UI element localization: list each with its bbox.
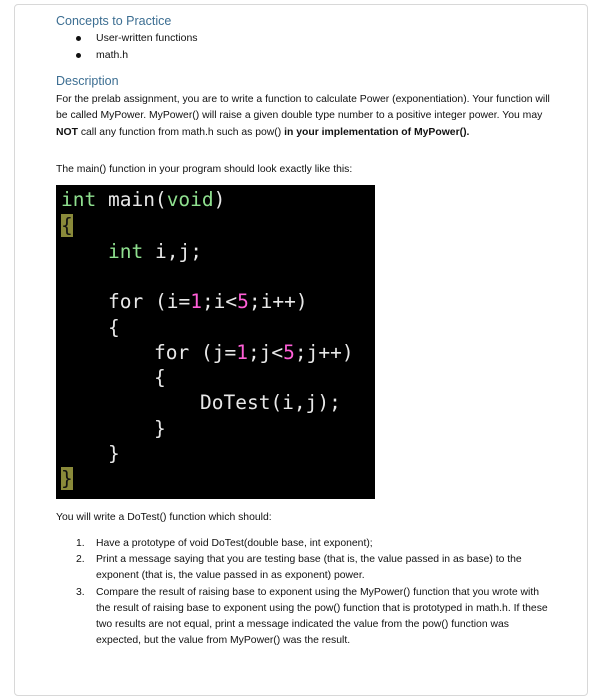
code-brace: } [108,442,120,465]
code-block [56,185,375,499]
task-item: 1. Have a prototype of void DoTest(double base, int exponent); [76,538,373,549]
concept-item: math.h [56,47,198,64]
code-brace: } [154,417,166,440]
code-brace: { [154,366,166,389]
code-open-brace: { [61,214,73,237]
code-line-for-outer: for (i=1;i<5;i++) [108,290,308,313]
description-paragraph: For the prelab assignment, you are to write a function to calculate Power (exponentiation). Your function will be called MyPower. MyPower() will raise a given double type number to a positive integer power. You may NOT call any function from math.h such as pow() in your implementation of MyPower(). [56,94,550,138]
tasks-intro: You will write a DoTest() function which should: [56,512,272,523]
code-line-decl: int i,j; [108,240,202,263]
description-heading: Description [56,74,119,88]
concepts-list [56,30,198,64]
code-line-for-inner: for (j=1;j<5;j++) [154,341,354,364]
task-item: 2. Print a message saying that you are testing base (that is, the value passed in as base) to the exponent (that is, the value passed in as exponent) power. [76,554,522,582]
main-intro-text: The main() function in your program should look exactly like this: [56,164,353,175]
task-item: 3. Compare the result of raising base to exponent using the MyPower() function that you wrote with the result of raising base to exponent using the pow() function that is prototyped in math.h. If these two results are not equal, print a message indicated the value from the pow() function was expected, but the value from MyPower() was the result. [76,586,548,647]
code-brace: { [108,316,120,339]
code-line-main: int main(void) [61,188,226,211]
concept-item: User-written functions [56,30,198,47]
concepts-heading: Concepts to Practice [56,14,172,28]
code-close-brace: } [61,467,73,490]
tasks-list [56,536,554,649]
code-line-call: DoTest(i,j); [200,391,341,414]
